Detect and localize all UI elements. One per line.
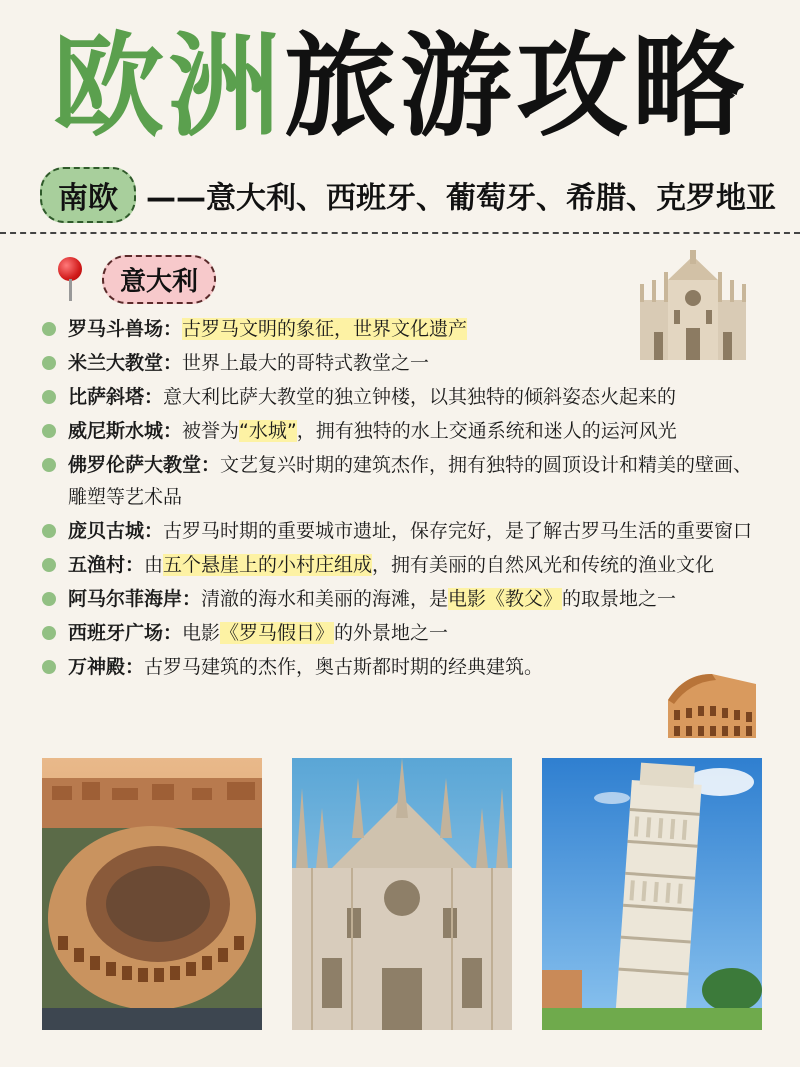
list-item (42, 313, 762, 345)
description-text: 清澈的海水和美丽的海滩，是 (201, 588, 449, 610)
description-text: 被誉为 (182, 420, 240, 442)
list-item (42, 347, 762, 379)
section-header (58, 256, 216, 302)
map-pin-icon (58, 257, 84, 301)
title-black-part: 旅游攻略 (284, 22, 748, 152)
pisa-tower-photo (542, 758, 762, 1030)
highlighted-text: 电影《教父》 (448, 588, 563, 610)
attraction-name: 比萨斜塔： (68, 386, 164, 408)
page-title (0, 22, 800, 152)
bullet-dot-icon (42, 390, 56, 404)
bullet-dot-icon (42, 558, 56, 572)
list-item (42, 617, 762, 649)
attraction-name: 西班牙广场： (68, 622, 183, 644)
highlighted-text: 五个悬崖上的小村庄组成 (163, 554, 373, 576)
bullet-dot-icon (42, 322, 56, 336)
description-text: 古罗马时期的重要城市遗址，保存完好，是了解古罗马生活的重要窗口 (163, 520, 753, 542)
attraction-name: 五渔村： (68, 554, 145, 576)
region-countries: ——意大利、西班牙、葡萄牙、希腊、克罗地亚 (146, 181, 776, 216)
description-text: 世界上最大的哥特式教堂之一 (182, 352, 430, 374)
highlighted-text: 古罗马文明的象征，世界文化遗产 (182, 318, 468, 340)
list-item (42, 549, 762, 581)
description-text: 文艺复兴时期的建筑杰作，拥有独特的圆顶设计和精美的壁画、雕塑等艺术品 (68, 454, 753, 508)
bullet-dot-icon (42, 356, 56, 370)
region-row (40, 170, 776, 220)
attraction-name: 威尼斯水城： (68, 420, 183, 442)
bullet-dot-icon (42, 660, 56, 674)
description-text: 的外景地之一 (334, 622, 449, 644)
list-item (42, 381, 762, 413)
milan-cathedral-photo (292, 758, 512, 1030)
section-divider (0, 232, 800, 234)
list-item (42, 449, 762, 513)
bullet-dot-icon (42, 626, 56, 640)
list-item (42, 415, 762, 447)
highlighted-text: 《罗马假日》 (220, 622, 335, 644)
list-item (42, 651, 762, 683)
bullet-dot-icon (42, 524, 56, 538)
attraction-name: 阿马尔菲海岸： (68, 588, 202, 610)
bullet-dot-icon (42, 458, 56, 472)
description-text: ，拥有独特的水上交通系统和迷人的运河风光 (296, 420, 677, 442)
bullet-dot-icon (42, 424, 56, 438)
title-green-part: 欧洲 (52, 22, 284, 152)
description-text: 由 (144, 554, 164, 576)
attraction-name: 罗马斗兽场： (68, 318, 183, 340)
attraction-name: 庞贝古城： (68, 520, 164, 542)
region-badge: 南欧 (40, 167, 136, 223)
attraction-name: 佛罗伦萨大教堂： (68, 454, 221, 476)
attraction-name: 米兰大教堂： (68, 352, 183, 374)
section-badge: 意大利 (102, 255, 216, 304)
bullet-dot-icon (42, 592, 56, 606)
description-text: 电影 (182, 622, 221, 644)
attractions-list (42, 313, 762, 685)
description-text: 古罗马建筑的杰作，奥古斯都时期的经典建筑。 (144, 656, 544, 678)
highlighted-text: “水城” (239, 420, 297, 442)
colosseum-photo (42, 758, 262, 1030)
description-text: 的取景地之一 (562, 588, 677, 610)
list-item (42, 515, 762, 547)
list-item (42, 583, 762, 615)
attraction-name: 万神殿： (68, 656, 145, 678)
colosseum-thumbnail-image (664, 670, 760, 740)
description-text: ，拥有美丽的自然风光和传统的渔业文化 (372, 554, 715, 576)
description-text: 意大利比萨大教堂的独立钟楼，以其独特的倾斜姿态火起来的 (163, 386, 677, 408)
